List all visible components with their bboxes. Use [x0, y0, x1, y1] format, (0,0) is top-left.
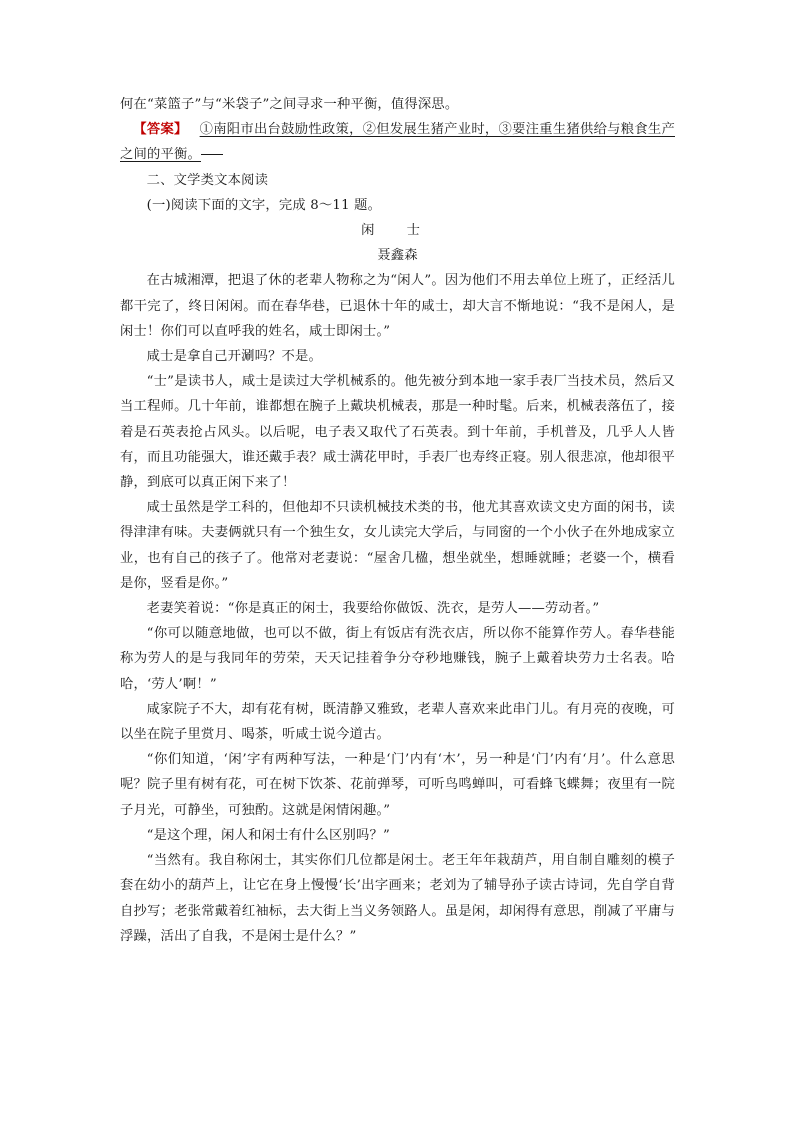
paragraph-9: “是这个理，闲人和闲士有什么区别吗？” — [146, 827, 391, 843]
paragraph-6: “你可以随意地做，也可以不做，街上有饭店有洗衣店，所以你不能算作劳人。春华巷能称为劳人的是与我同年的劳荣，天天记挂着争分夺秒地赚钱，腕子上戴着块劳力士名表。哈哈，‘劳人’啊！” — [120, 626, 675, 692]
paragraph-4: 咸士虽然是学工科的，但他却不只读机械技术类的书，他尤其喜欢读文史方面的闲书，读得津津有味。夫妻俩就只有一个独生女，女儿读完大学后，与同窗的一个小伙子在外地成家立业，也有自己的孩子了。他常对老妻说：“屋舍几楹，想坐就坐，想睡就睡；老婆一个，横看是你，竖看是你。” — [120, 500, 675, 591]
paragraph-7: 咸家院子不大，却有花有树，既清静又雅致，老辈人喜欢来此串门儿。有月亮的夜晚，可以坐在院子里赏月、喝茶，听咸士说今道古。 — [120, 701, 675, 743]
paragraph-2: 咸士是拿自己开涮吗？不是。 — [146, 349, 323, 365]
document-page — [120, 92, 675, 949]
paragraph-1: 在古城湘潭，把退了休的老辈人物称之为“闲人”。因为他们不用去单位上班了，正经活儿都干完了，终日闲闲。而在春华巷，已退休十年的咸士，却大言不惭地说：“我不是闲人，是闲士！你们可以直呼我的姓名，咸士即闲士。” — [120, 273, 675, 339]
paragraph-5: 老妻笑着说：“你是真正的闲士，我要给你做饭、洗衣，是劳人——劳动者。” — [146, 601, 600, 617]
article-title: 闲 士 — [361, 223, 434, 239]
article-author: 聂鑫森 — [377, 248, 418, 264]
paragraph-3: “士”是读书人，咸士是读过大学机械系的。他先被分到本地一家手表厂当技术员，然后又当工程师。几十年前，谁都想在腕子上戴块机械表，那是一种时髦。后来，机械表落伍了，接着是石英表抢占风头。以后呢，电子表又取代了石英表。到十年前，手机普及，几乎人人皆有，而且功能强大，谁还戴手表？咸士满花甲时，手表厂也寿终正寝。别人很悲凉，他却很平静，到底可以真正闲下来了！ — [120, 374, 675, 491]
sub-heading: (一)阅读下面的文字，完成 8～11 题。 — [146, 197, 382, 213]
answer-paragraph — [120, 117, 675, 167]
answer-text: ①南阳市出台鼓励性政策，②但发展生猪产业时，③要注重生猪供给与粮食生产之间的平衡。 — [120, 122, 675, 163]
answer-trailing-line — [201, 153, 223, 155]
answer-label: 【答案】 — [133, 122, 188, 138]
paragraph-10: “当然有。我自称闲士，其实你们几位都是闲士。老王年年栽葫芦，用自制自雕刻的模子套在幼小的葫芦上，让它在身上慢慢‘长’出字画来；老刘为了辅导孙子读古诗词，先自学自背自抄写；老张常戴着红袖标，去大街上当义务领路人。虽是闲，却闲得有意思，削减了平庸与浮躁，活出了自我，不是闲士是什么？” — [120, 853, 675, 944]
paragraph-8: “你们知道，‘闲’字有两种写法，一种是‘门’内有‘木’，另一种是‘门’内有‘月’。什么意思呢？院子里有树有花，可在树下饮茶、花前弹琴，可听鸟鸣蝉叫，可看蜂飞蝶舞；夜里有一院子月光，可静坐，可独酌。这就是闲情闲趣。” — [120, 752, 675, 818]
section-heading: 二、文学类文本阅读 — [146, 172, 269, 188]
paragraph-0: 何在“菜篮子”与“米袋子”之间寻求一种平衡，值得深思。 — [120, 97, 459, 112]
